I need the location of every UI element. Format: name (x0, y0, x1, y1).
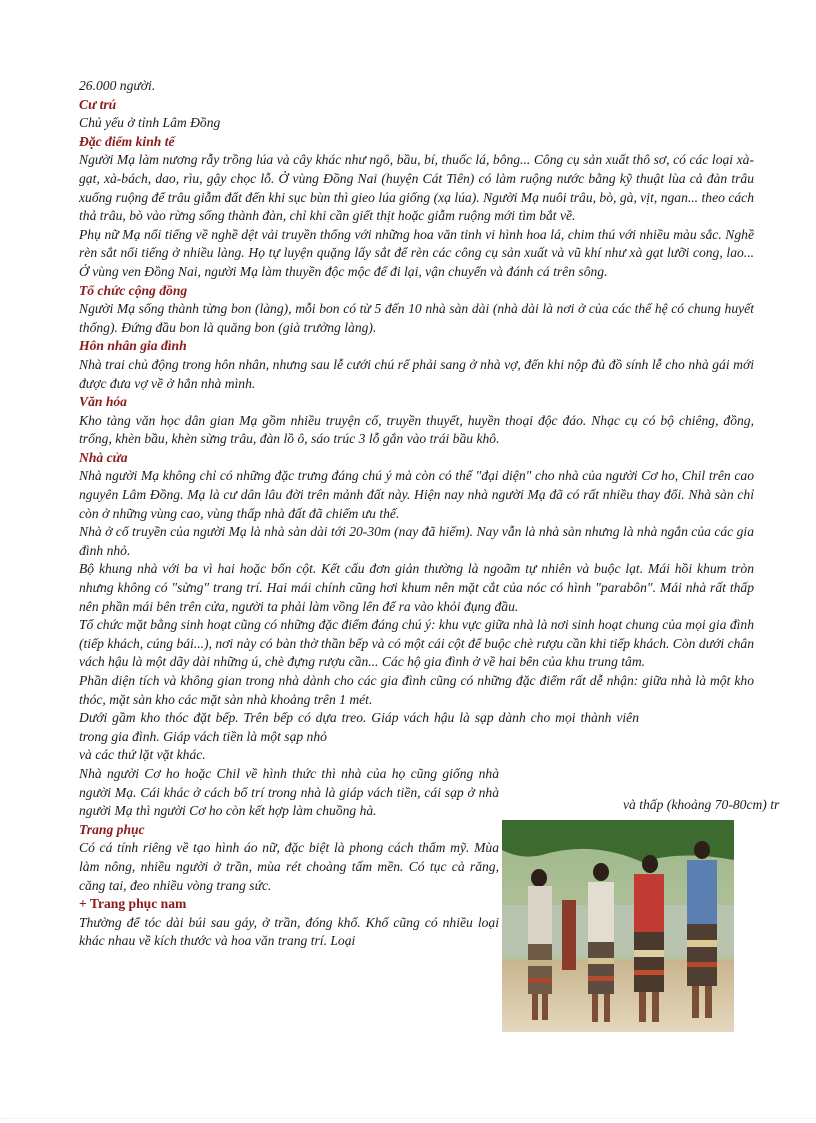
heading-kinh-te: Đặc điểm kinh tế (79, 133, 175, 149)
paragraph-nha-cua-2: Nhà ở cổ truyền của người Mạ là nhà sàn dài tới 20-30m (nay đã hiếm). Nay vẫn là nhà sàn nhưng là nhà ngắn của các gia đình nhỏ. (79, 524, 754, 558)
heading-cu-tru: Cư trú (79, 96, 117, 112)
paragraph-nha-cua-7: Nhà người Cơ ho hoặc Chil về hình thức thì nhà của họ cũng giống nhà người Mạ. Cái khác ở cách bố trí trong nhà là giáp vách tiền, cái sạp ở nhà người Mạ thì người Cơ ho còn kết hợp làm chuồng hà. (79, 765, 499, 819)
paragraph-van-hoa: Kho tàng văn học dân gian Mạ gồm nhiều truyện cổ, truyền thuyết, huyền thoại độc đáo. Nhạc cụ có bộ chiêng, đồng, trống, khèn bầu, khèn sừng trâu, đàn lồ ô, sáo trúc 3 lỗ gắn vào trái bầu khô. (79, 412, 754, 447)
paragraph-trang-phuc-nam: Thường để tóc dài búi sau gáy, ở trần, đóng khố. Khố cũng có nhiều loại khác nhau về kích thước và hoa văn trang trí. Loại (79, 914, 499, 949)
paragraph-hon-nhan: Nhà trai chủ động trong hôn nhân, nhưng sau lễ cưới chú rể phải sang ở nhà vợ, đến khi nộp đủ đồ sính lễ cho nhà gái mới được đưa vợ về ở hẳn nhà mình. (79, 356, 754, 391)
paragraph-nha-cua-6c: và các thứ lặt vặt khác. (79, 747, 206, 763)
intro-line: 26.000 người. (79, 78, 156, 93)
heading-trang-phuc: Trang phục (79, 821, 145, 837)
photo-ma-women (502, 820, 734, 1032)
page-bottom-divider (0, 1118, 816, 1119)
paragraph-nha-cua-4: Tổ chức mặt bằng sinh hoạt cũng có những đặc điểm đáng chú ý: khu vực giữa nhà là nơi sinh hoạt chung của mọi gia đình (tiếp khách, cúng bái...), nơi này có bàn thờ thần bếp và có một cái cột để buộc chè rượu cần khi tiếp khách. Còn dưới chân vách hậu là một dãy dài những ú, chè đựng rượu cần... Các hộ gia đình ở về hai bên của khu trung tâm. (79, 617, 754, 670)
paragraph-trang-phuc: Có cá tính riêng về tạo hình áo nữ, đặc biệt là phong cách thẩm mỹ. Mùa làm nông, nhiều người ở trần, mùa rét choàng tấm mền. Có tục cà răng, căng tai, đeo nhiều vòng trang sức. (79, 840, 499, 893)
heading-van-hoa: Văn hóa (79, 394, 127, 410)
paragraph-nha-cua-3: Bộ khung nhà với ba vì hai hoặc bốn cột. Kết cấu đơn giản thường là ngoãm tự nhiên và buộc lạt. Mái hồi khum tròn nhưng không có "sừng" trang trí. Hai mái chính cũng hơi khum nên mặt cắt của nóc có hình "parabôn". Mái nhà rất thấp nên phần mái bên trên cửa, người ta phải làm vồng lên để ra vào khỏi đụng đầu. (79, 561, 754, 614)
paragraph-kinh-te-2: Phụ nữ Mạ nổi tiếng về nghề dệt vải truyền thống với những hoa văn tinh vi hình hoa lá, chim thú với nhiều màu sắc. Nghề rèn sắt nổi tiếng ở nhiều làng. Họ tự luyện quặng lấy sắt để rèn các công cụ sản xuất và vũ khí như xà gạt lưỡi cong, lao... Ở vùng ven Đồng Nai, người Mạ làm thuyền độc mộc để đi lại, vận chuyển và đánh cá trên sông. (79, 226, 754, 279)
heading-trang-phuc-nam: + Trang phục nam (79, 896, 187, 912)
heading-hon-nhan: Hôn nhân gia đình (79, 338, 187, 354)
paragraph-kinh-te-1: Người Mạ làm nương rẫy trồng lúa và cây khác như ngô, bầu, bí, thuốc lá, bông... Công cụ sản xuất thô sơ, có các loại xà-gạt, xà-bách, dao, rìu, gậy chọc lỗ. Ở vùng Đồng Nai (huyện Cát Tiên) có làm ruộng nước bằng kỹ thuật lùa cả đàn trâu xuống ruộng để trâu giẫm đất đến khi sục bùn thì gieo lúa giống (xạ lúa). Người Mạ nuôi trâu, bò, gà, vịt, ngan... theo cách thả trâu, bò vào rừng sống thành đàn, chỉ khi cần giết thịt hoặc giẫm ruộng mới tìm bắt về. (79, 152, 754, 224)
heading-cong-dong: Tổ chức cộng đồng (79, 282, 188, 298)
overflow-text: và thấp (khoảng 70-80cm) tr (623, 797, 780, 812)
heading-nha-cua: Nhà cửa (79, 449, 128, 465)
paragraph-nha-cua-6a: Dưới gầm kho thóc đặt bếp. Trên bếp có dựa treo. Giáp vách hậu là sạp dành cho mọi thành viên trong gia đình. Giáp vách tiền là một sạp nhỏ (79, 710, 639, 744)
paragraph-cu-tru: Chủ yếu ở tỉnh Lâm Đồng (79, 115, 221, 131)
paragraph-cong-dong: Người Mạ sống thành từng bon (làng), mỗi bon có từ 5 đến 10 nhà sàn dài (nhà dài là nơi ở của các thế hệ có chung huyết thống). Đứng đầu bon là quăng bon (già trưởng làng). (79, 301, 754, 335)
paragraph-nha-cua-5: Phần diện tích và không gian trong nhà dành cho các gia đình cũng có những đặc điểm rất dễ nhận: giữa nhà là một kho thóc, mặt sàn kho các mặt sàn nhà khoảng trên 1 mét. (79, 673, 754, 707)
paragraph-nha-cua-1: Nhà người Mạ không chỉ có những đặc trưng đáng chú ý mà còn có thể "đại diện" cho nhà của người Cơ ho, Chil trên cao nguyên Lâm Đồng. Mạ là cư dân lâu đời trên mảnh đất này. Hiện nay nhà người Mạ đã có rất nhiều thay đổi. Nhà sàn chỉ còn ở những vùng cao, vùng thấp nhà đất đã chiếm ưu thế. (79, 468, 754, 521)
